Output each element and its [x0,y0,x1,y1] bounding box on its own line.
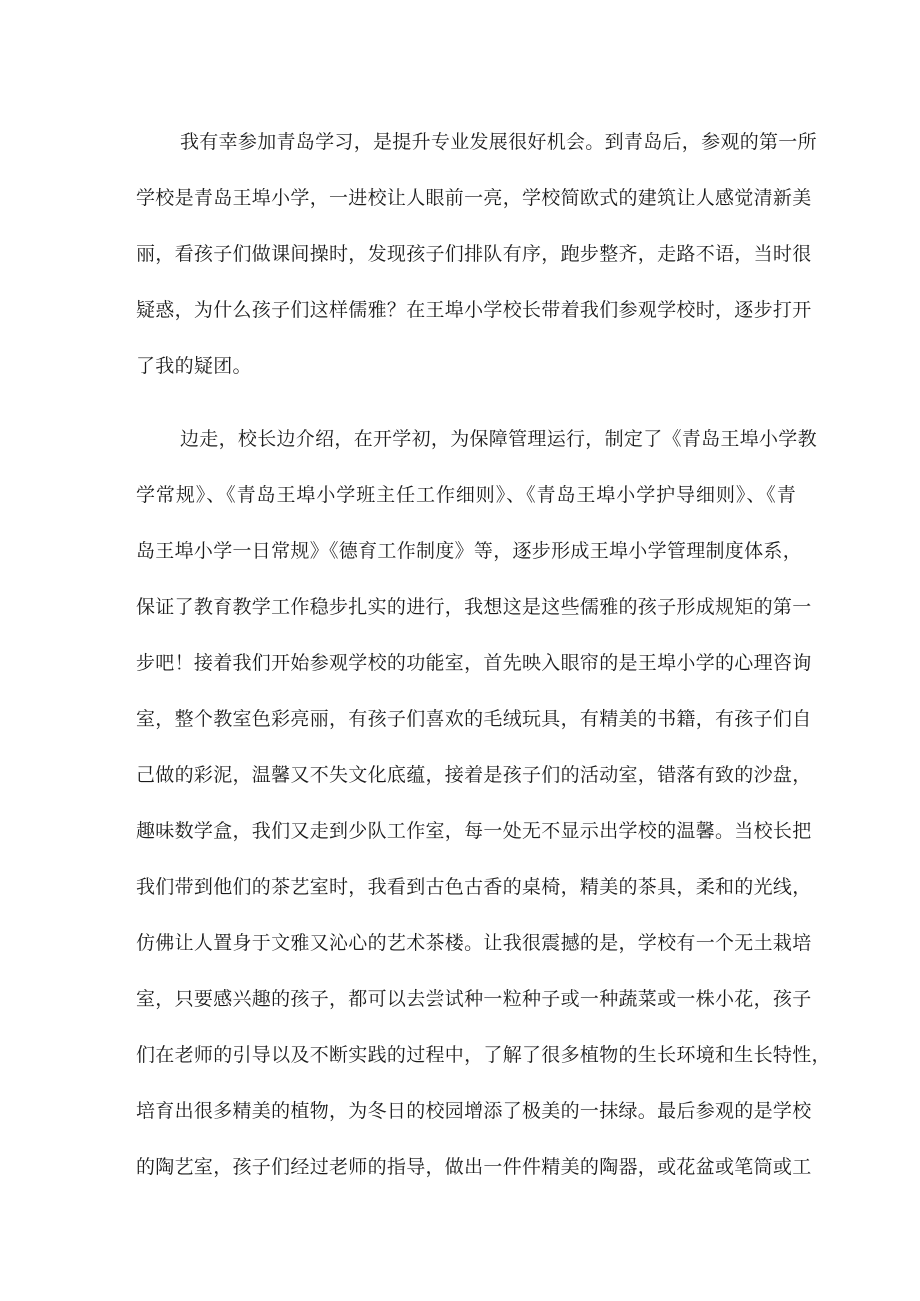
paragraph-1 [136,114,817,394]
text-line: 培育出很多精美的植物，为冬日的校园增添了极美的一抹绿。最后参观的是学校 [136,1100,812,1122]
text-line: 我有幸参加青岛学习，是提升专业发展很好机会。到青岛后，参观的第一所 [180,131,817,153]
text-line: 了我的疑团。 [136,355,252,377]
text-line: 室，整个教室色彩亮丽，有孩子们喜欢的毛绒玩具，有精美的书籍，有孩子们自 [136,708,812,730]
text-line: 我们带到他们的茶艺室时，我看到古色古香的桌椅，精美的茶具，柔和的光线， [136,876,812,898]
text-line: 边走，校长边介绍，在开学初，为保障管理运行，制定了《青岛王埠小学教 [180,428,817,450]
text-line: 保证了教育教学工作稳步扎实的进行，我想这是这些儒雅的孩子形成规矩的第一 [136,596,812,618]
text-line: 趣味数学盒，我们又走到少队工作室，每一处无不显示出学校的温馨。当校长把 [136,820,812,842]
text-line: 疑惑，为什么孩子们这样儒雅？在王埠小学校长带着我们参观学校时，逐步打开 [136,299,812,321]
text-line: 步吧！接着我们开始参观学校的功能室，首先映入眼帘的是王埠小学的心理咨询 [136,652,812,674]
text-line: 的陶艺室，孩子们经过老师的指导，做出一件件精美的陶器，或花盆或笔筒或工 [136,1156,812,1178]
text-line: 们在老师的引导以及不断实践的过程中，了解了很多植物的生长环境和生长特性， [136,1044,831,1066]
paragraph-2 [136,411,831,1195]
text-line: 学校是青岛王埠小学，一进校让人眼前一亮，学校简欧式的建筑让人感觉清新美 [136,187,812,209]
text-line: 学常规》、《青岛王埠小学班主任工作细则》、《青岛王埠小学护导细则》、《青 [136,484,796,506]
text-line: 丽，看孩子们做课间操时，发现孩子们排队有序，跑步整齐，走路不语，当时很 [136,243,812,265]
text-line: 己做的彩泥，温馨又不失文化底蕴，接着是孩子们的活动室，错落有致的沙盘， [136,764,812,786]
text-line: 室，只要感兴趣的孩子，都可以去尝试种一粒种子或一种蔬菜或一株小花，孩子 [136,988,812,1010]
text-line: 仿佛让人置身于文雅又沁心的艺术茶楼。让我很震撼的是，学校有一个无土栽培 [136,932,812,954]
text-line: 岛王埠小学一日常规》《德育工作制度》等，逐步形成王埠小学管理制度体系， [136,540,803,562]
